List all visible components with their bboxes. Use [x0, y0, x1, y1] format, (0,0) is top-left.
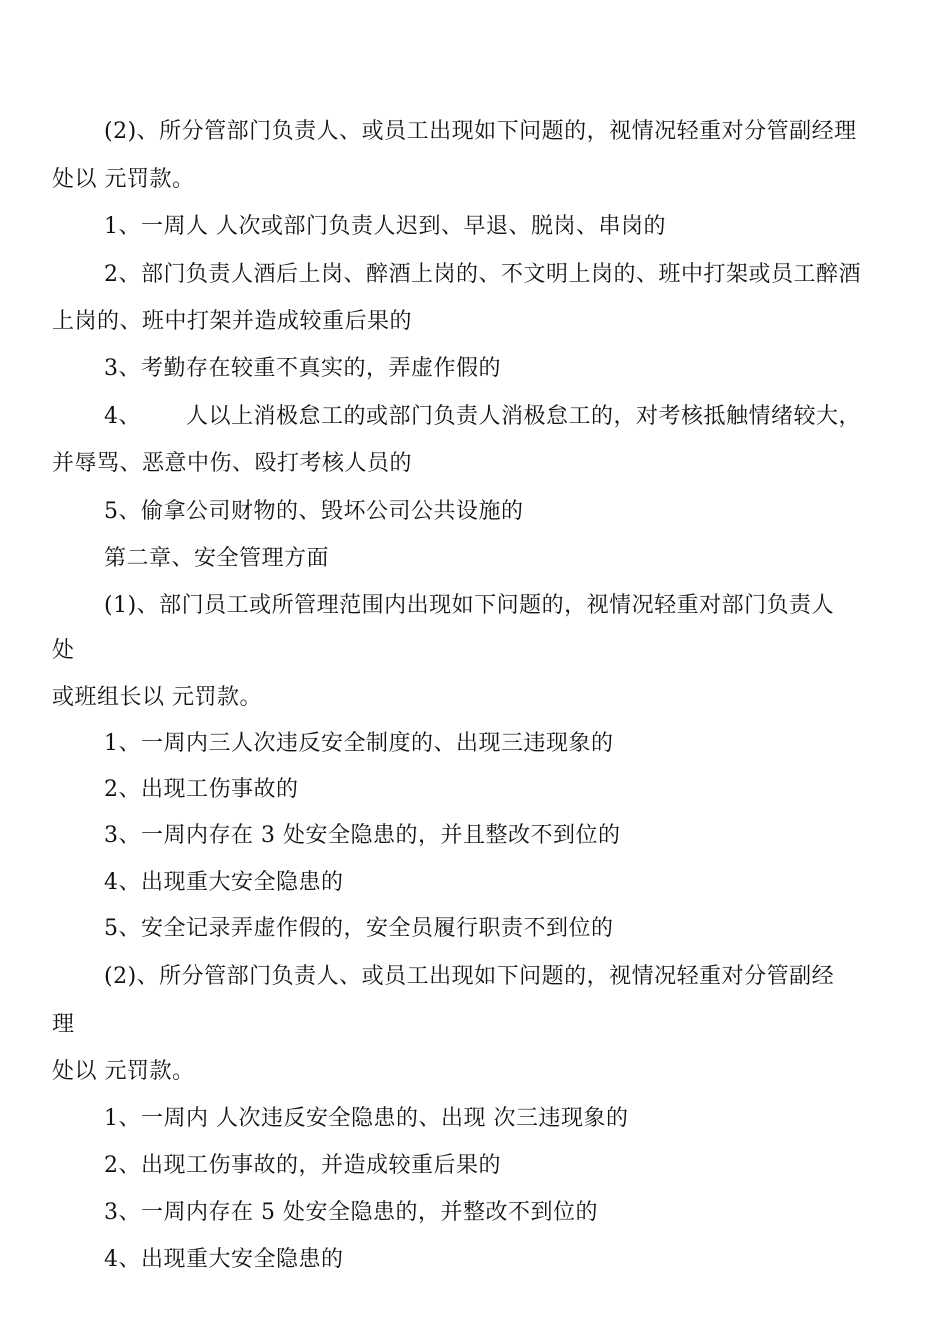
paragraph-line: 处以 元罚款。: [52, 167, 195, 192]
list-item: 5、偷拿公司财物的、毁坏公司公共设施的: [104, 499, 524, 524]
paragraph-line: 上岗的、班中打架并造成较重后果的: [52, 309, 413, 334]
list-item: 4、出现重大安全隐患的: [104, 1247, 344, 1272]
paragraph-line: 处: [52, 638, 75, 663]
paragraph-line: (1)、部门员工或所管理范围内出现如下问题的，视情况轻重对部门负责人: [104, 593, 835, 618]
list-item: 5、安全记录弄虚作假的，安全员履行职责不到位的: [104, 916, 614, 941]
paragraph-line: 或班组长以 元罚款。: [52, 685, 262, 710]
list-item: 2、出现工伤事故的，并造成较重后果的: [104, 1153, 501, 1178]
paragraph-line: (2)、所分管部门负责人、或员工出现如下问题的，视情况轻重对分管副经理: [104, 119, 857, 144]
paragraph-line: (2)、所分管部门负责人、或员工出现如下问题的，视情况轻重对分管副经: [104, 964, 835, 989]
paragraph-line: 并辱骂、恶意中伤、殴打考核人员的: [52, 451, 413, 476]
paragraph-line: 处以 元罚款。: [52, 1059, 195, 1084]
list-item: 4、出现重大安全隐患的: [104, 870, 344, 895]
section-heading: 第二章、安全管理方面: [104, 546, 330, 571]
list-item: 4、 人以上消极怠工的或部门负责人消极怠工的，对考核抵触情绪较大，: [104, 404, 861, 429]
list-item: 2、部门负责人酒后上岗、醉酒上岗的、不文明上岗的、班中打架或员工醉酒: [104, 262, 861, 287]
list-item: 1、一周人 人次或部门负责人迟到、早退、脱岗、串岗的: [104, 214, 666, 239]
list-item: 1、一周内三人次违反安全制度的、出现三违现象的: [104, 731, 614, 756]
list-item: 3、考勤存在较重不真实的，弄虚作假的: [104, 356, 501, 381]
list-item: 3、一周内存在 3 处安全隐患的，并且整改不到位的: [104, 823, 621, 848]
paragraph-line: 理: [52, 1012, 75, 1037]
list-item: 1、一周内 人次违反安全隐患的、出现 次三违现象的: [104, 1106, 629, 1131]
list-item: 2、出现工伤事故的: [104, 777, 299, 802]
list-item: 3、一周内存在 5 处安全隐患的，并整改不到位的: [104, 1200, 598, 1225]
